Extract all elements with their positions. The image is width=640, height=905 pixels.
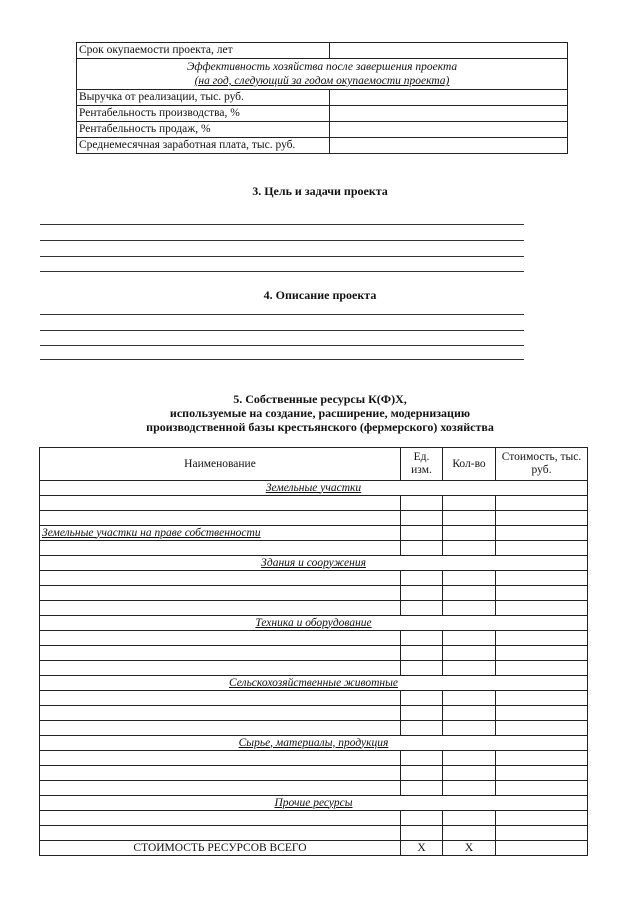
section5-title-line1: 5. Собственные ресурсы К(Ф)Х, [233,392,407,406]
table-row [40,766,588,781]
description-line-1[interactable] [40,314,524,315]
table-row [40,751,588,766]
category-buildings: Здания и сооружения [40,556,588,571]
production-profitability-value[interactable] [330,106,568,122]
category-row [40,796,588,811]
category-row [40,556,588,571]
salary-value[interactable] [330,138,568,154]
section5-title-line3: производственной базы крестьянского (фермерского) хозяйства [146,420,494,434]
sales-profitability-label: Рентабельность продаж, % [77,122,330,138]
sales-profitability-value[interactable] [330,122,568,138]
total-label: СТОИМОСТЬ РЕСУРСОВ ВСЕГО [40,841,401,856]
land-owned-label: Земельные участки на праве собственности [40,526,401,541]
table-row [40,781,588,796]
table-row [77,90,568,106]
salary-label: Среднемесячная заработная плата, тыс. руб. [77,138,330,154]
own-resources-table [39,447,588,856]
goal-line-1[interactable] [40,224,524,225]
total-qty: Х [443,841,496,856]
payback-label: Срок окупаемости проекта, лет [77,43,330,59]
revenue-value[interactable] [330,90,568,106]
category-other: Прочие ресурсы [40,796,588,811]
table-row [77,43,568,59]
category-animals: Сельскохозяйственные животные [40,676,588,691]
col-header-name: Наименование [40,448,401,481]
goal-line-3[interactable] [40,256,524,257]
total-unit: Х [401,841,443,856]
revenue-label: Выручка от реализации, тыс. руб. [77,90,330,106]
table-row [40,826,588,841]
description-line-4[interactable] [40,359,524,360]
col-header-cost: Стоимость, тыс. руб. [496,448,588,481]
table-row [40,706,588,721]
section5-title-line2: используемые на создание, расширение, модернизацию [169,406,471,420]
efficiency-merged-header [77,59,568,90]
table-row [77,122,568,138]
total-row [40,841,588,856]
table-row [40,721,588,736]
table-row [77,138,568,154]
category-row [40,616,588,631]
efficiency-header-line2: (на год, следующий за годом окупаемости проекта) [194,75,450,87]
table-row [40,496,588,511]
table-row [40,541,588,556]
category-row [40,736,588,751]
goal-line-2[interactable] [40,240,524,241]
section4-title: 4. Описание проекта [263,288,377,302]
table-row [77,59,568,90]
table-row [40,571,588,586]
payback-value[interactable] [330,43,568,59]
table-header-row [40,448,588,481]
category-row [40,481,588,496]
table-row [40,586,588,601]
project-efficiency-table [76,42,568,154]
goal-line-4[interactable] [40,271,524,272]
production-profitability-label: Рентабельность производства, % [77,106,330,122]
table-row [40,661,588,676]
description-line-3[interactable] [40,345,524,346]
table-row [40,631,588,646]
table-row [40,691,588,706]
table-row [77,106,568,122]
table-row [40,811,588,826]
category-materials: Сырье, материалы, продукция [40,736,588,751]
category-equipment: Техника и оборудование [40,616,588,631]
category-row [40,676,588,691]
table-row [40,646,588,661]
table-row [40,601,588,616]
category-land: Земельные участки [40,481,588,496]
efficiency-header-line1: Эффективность хозяйства после завершения проекта [186,61,458,73]
col-header-unit: Ед. изм. [401,448,443,481]
description-line-2[interactable] [40,330,524,331]
total-cost[interactable] [496,841,588,856]
section3-title: 3. Цель и задачи проекта [252,184,388,198]
col-header-qty: Кол-во [443,448,496,481]
table-row [40,511,588,526]
table-row [40,526,588,541]
